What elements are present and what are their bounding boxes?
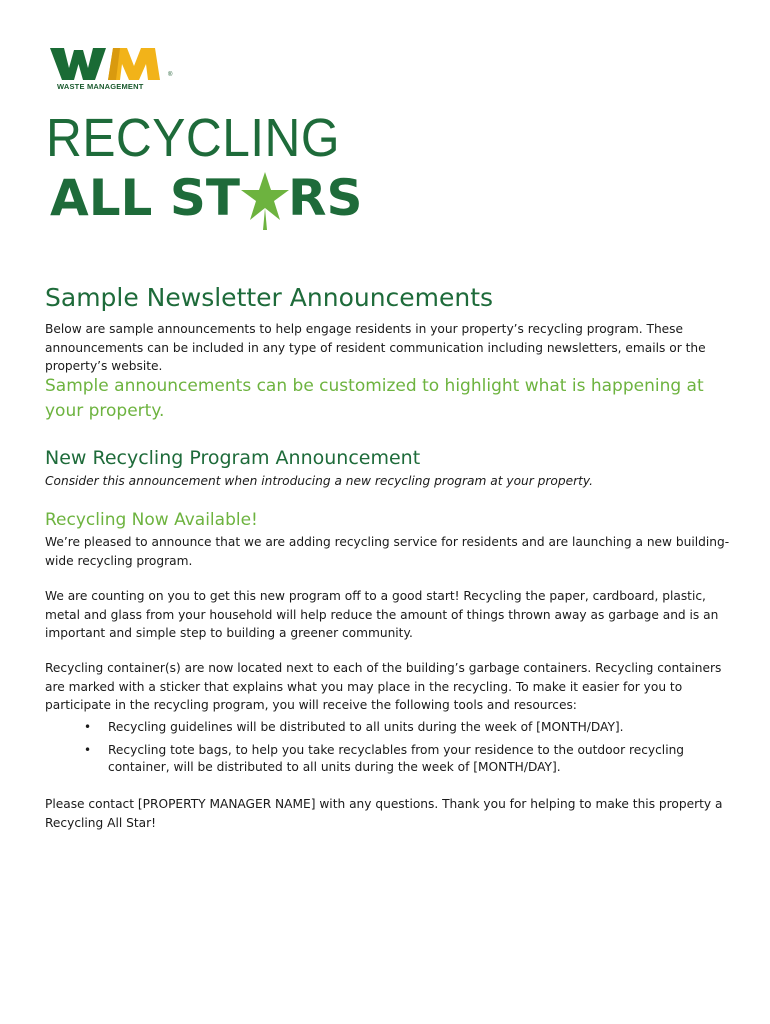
- section-title: New Recycling Program Announcement: [45, 447, 421, 469]
- page-title: Sample Newsletter Announcements: [45, 283, 494, 312]
- registered-mark: ®: [168, 72, 173, 78]
- highlight-text: Sample announcements can be customized to highlight what is happening at your property.: [45, 376, 704, 421]
- bullet-icon: •: [84, 720, 92, 734]
- paragraph-2: We are counting on you to get this new program off to a good start! Recycling the paper, cardboard, plastic, metal and glass from your household will help reduce the amount of things thrown away as garbage and is an important and simple step to building a greener community.: [45, 589, 719, 641]
- star-icon: [240, 168, 290, 230]
- intro-paragraph: Below are sample announcements to help engage residents in your property’s recycling program. These announcements can be included in any type of resident communication including newsletters, emails or the property’s website.: [45, 322, 706, 374]
- list-item: [80, 719, 730, 737]
- campaign-title-part1: ALL ST: [50, 169, 240, 227]
- subheading: Recycling Now Available!: [45, 510, 258, 530]
- waste-management-logo: [50, 42, 180, 94]
- list-item-text: Recycling tote bags, to help you take recyclables from your residence to the outdoor recycling container, will be distributed to all units during the week of [MONTH/DAY].: [108, 742, 685, 774]
- paragraph-1: We’re pleased to announce that we are adding recycling service for residents and are launching a new building-wide recycling program.: [45, 535, 730, 568]
- paragraph-3: Recycling container(s) are now located next to each of the building’s garbage containers. Recycling containers are marked with a sticker that explains what you may place in the recycling. To make it easier for you to participate in the recycling program, you will receive the following tools and resources:: [45, 661, 722, 713]
- section-note: Consider this announcement when introducing a new recycling program at your property.: [45, 474, 594, 488]
- closing-paragraph: Please contact [PROPERTY MANAGER NAME] with any questions. Thank you for helping to make this property a Recycling All Star!: [45, 797, 723, 830]
- brand-name: WASTE MANAGEMENT: [57, 82, 144, 91]
- list-item-text: Recycling guidelines will be distributed to all units during the week of [MONTH/DAY].: [108, 720, 624, 734]
- campaign-title-part2: RS: [287, 169, 363, 227]
- resource-list: [80, 719, 730, 782]
- wm-logo-icon: [50, 42, 178, 82]
- campaign-title-line2: [50, 168, 362, 232]
- list-item: [80, 742, 730, 777]
- bullet-icon: •: [84, 742, 92, 757]
- campaign-title-line1: RECYCLING: [46, 108, 340, 168]
